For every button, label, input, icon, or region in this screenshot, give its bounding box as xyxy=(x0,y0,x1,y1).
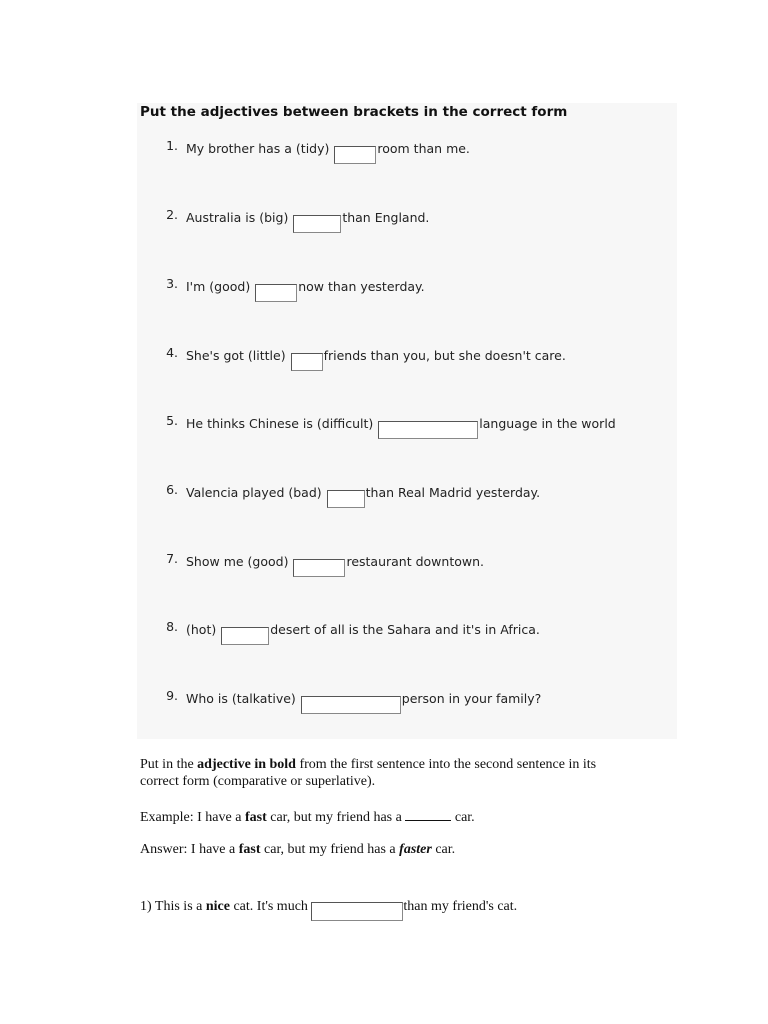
answer-input[interactable] xyxy=(221,627,269,645)
question-sentence xyxy=(186,551,484,569)
answer-input[interactable] xyxy=(327,490,365,508)
question-number: 4. xyxy=(166,345,178,360)
question-sentence xyxy=(186,345,566,363)
question-text-before: Who is (talkative) xyxy=(186,691,296,706)
q1-text-2: cat. It's much xyxy=(229,899,312,914)
question-text-after: restaurant downtown. xyxy=(346,554,484,569)
q1-text: 1) This is a xyxy=(140,899,206,914)
answer-blank xyxy=(255,276,297,291)
question-number: 8. xyxy=(166,619,178,634)
question-sentence xyxy=(186,619,540,637)
question-text-before: Valencia played (bad) xyxy=(186,485,322,500)
answer-blank xyxy=(221,619,269,634)
question-text-after: than England. xyxy=(342,210,430,225)
question-sentence xyxy=(186,207,429,225)
question-text-before: (hot) xyxy=(186,622,217,637)
answer-text: Answer: I have a xyxy=(140,842,239,857)
question-number: 2. xyxy=(166,207,178,222)
question-text-after: friends than you, but she doesn't care. xyxy=(323,348,566,363)
question-sentence xyxy=(186,482,540,500)
answer-input[interactable] xyxy=(291,353,323,371)
q1-answer-input[interactable] xyxy=(311,902,403,921)
answer-emphasis: faster xyxy=(399,842,432,857)
answer-blank xyxy=(378,413,478,428)
part2-intro-line2: correct form (comparative or superlative). xyxy=(140,774,376,789)
question-sentence xyxy=(186,688,541,706)
q1-blank xyxy=(311,895,403,910)
answer-sentence xyxy=(140,842,455,858)
question-text-before: Show me (good) xyxy=(186,554,289,569)
question-number: 5. xyxy=(166,413,178,428)
exercise-title: Put the adjectives between brackets in the correct form xyxy=(140,104,568,120)
question-text-after: room than me. xyxy=(377,141,470,156)
question-number: 7. xyxy=(166,551,178,566)
question-text-before: He thinks Chinese is (difficult) xyxy=(186,416,374,431)
answer-input[interactable] xyxy=(255,284,297,302)
answer-blank xyxy=(293,207,341,222)
part2-question-1 xyxy=(140,895,517,915)
answer-text-2: car, but my friend has a xyxy=(260,842,400,857)
answer-input[interactable] xyxy=(293,215,341,233)
q1-bold: nice xyxy=(205,899,230,914)
answer-input[interactable] xyxy=(293,559,345,577)
question-number: 9. xyxy=(166,688,178,703)
question-sentence xyxy=(186,276,425,294)
intro-text: Put in the xyxy=(140,757,198,772)
example-blank xyxy=(405,808,451,821)
question-text-after: person in your family? xyxy=(401,691,542,706)
answer-input[interactable] xyxy=(378,421,478,439)
answer-input[interactable] xyxy=(334,146,376,164)
example-text: Example: I have a xyxy=(140,810,245,825)
example-sentence xyxy=(140,808,475,826)
answer-blank xyxy=(291,345,323,360)
question-number: 6. xyxy=(166,482,178,497)
example-text-2: car, but my friend has a xyxy=(266,810,406,825)
question-text-before: She's got (little) xyxy=(186,348,286,363)
answer-text-3: car. xyxy=(431,842,456,857)
answer-bold: fast xyxy=(238,842,261,857)
question-text-after: than Real Madrid yesterday. xyxy=(365,485,541,500)
answer-blank xyxy=(334,138,376,153)
question-text-before: My brother has a (tidy) xyxy=(186,141,330,156)
question-sentence xyxy=(186,413,616,431)
intro-text-2: from the first sentence into the second sentence in its xyxy=(295,757,597,772)
question-number: 1. xyxy=(166,138,178,153)
example-text-3: car. xyxy=(451,810,475,825)
answer-blank xyxy=(293,551,345,566)
question-text-before: I'm (good) xyxy=(186,279,251,294)
part2-intro xyxy=(140,757,596,773)
answer-blank xyxy=(301,688,401,703)
q1-text-3: than my friend's cat. xyxy=(403,899,518,914)
question-number: 3. xyxy=(166,276,178,291)
question-sentence xyxy=(186,138,470,156)
question-text-before: Australia is (big) xyxy=(186,210,289,225)
question-text-after: now than yesterday. xyxy=(298,279,425,294)
answer-blank xyxy=(327,482,365,497)
answer-input[interactable] xyxy=(301,696,401,714)
question-text-after: desert of all is the Sahara and it's in Africa. xyxy=(270,622,540,637)
question-text-after: language in the world xyxy=(479,416,616,431)
example-bold: fast xyxy=(244,810,267,825)
intro-bold: adjective in bold xyxy=(197,757,296,772)
